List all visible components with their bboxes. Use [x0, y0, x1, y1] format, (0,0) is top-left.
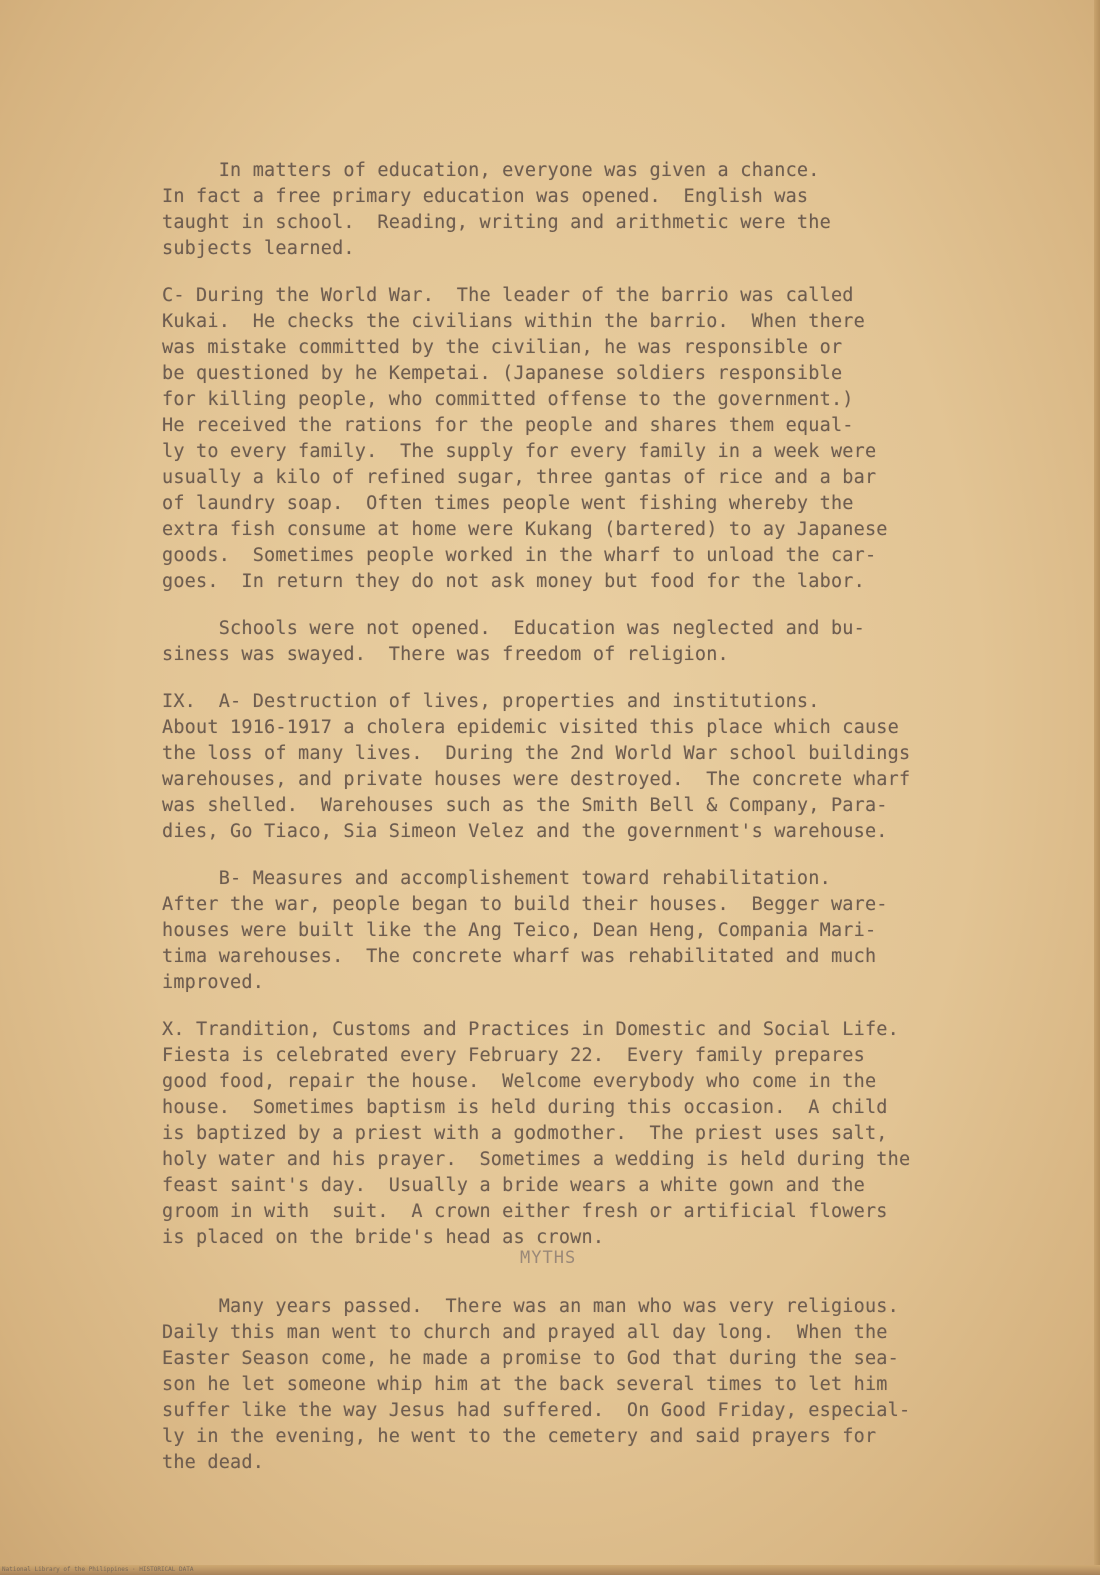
text-line: houses were built like the Ang Teico, Dean Heng, Compania Mari-	[162, 920, 877, 941]
text-line: extra fish consume at home were Kukang (bartered) to ay Japanese	[162, 519, 888, 540]
text-line: B- Measures and accomplishement toward rehabilitation.	[162, 868, 831, 889]
text-line: C- During the World War. The leader of the barrio was called	[162, 285, 854, 306]
text-line: IX. A- Destruction of lives, properties and institutions.	[162, 691, 820, 712]
text-line: He received the rations for the people and shares them equal-	[162, 415, 854, 436]
text-line: be questioned by he Kempetai. (Japanese soldiers responsible	[162, 363, 843, 384]
text-line: tima warehouses. The concrete wharf was rehabilitated and much	[162, 946, 877, 967]
text-line: improved.	[162, 972, 265, 993]
text-line: Many years passed. There was an man who was very religious.	[162, 1296, 899, 1317]
text-line: usually a kilo of refined sugar, three gantas of rice and a bar	[162, 467, 877, 488]
myths-heading: MYTHS	[520, 1248, 577, 1268]
text-line: Kukai. He checks the civilians within the barrio. When there	[162, 311, 865, 332]
text-line: is placed on the bride's head as crown.	[162, 1227, 605, 1248]
text-line: Daily this man went to church and prayed all day long. When the	[162, 1322, 888, 1343]
text-line: X. Trandition, Customs and Practices in Domestic and Social Life.	[162, 1019, 899, 1040]
text-line: for killing people, who committed offense to the government.)	[162, 389, 854, 410]
text-line: Easter Season come, he made a promise to God that during the sea-	[162, 1348, 899, 1369]
text-line: In matters of education, everyone was given a chance.	[162, 160, 820, 181]
text-line: was shelled. Warehouses such as the Smith Bell & Company, Para-	[162, 795, 888, 816]
text-line: is baptized by a priest with a godmother. The priest uses salt,	[162, 1123, 888, 1144]
text-line: the dead.	[162, 1452, 265, 1473]
text-line: dies, Go Tiaco, Sia Simeon Velez and the government's warehouse.	[162, 821, 888, 842]
text-line: feast saint's day. Usually a bride wears a white gown and the	[162, 1175, 865, 1196]
text-line: ly to every family. The supply for every family in a week were	[162, 441, 877, 462]
text-line: the loss of many lives. During the 2nd World War school buildings	[162, 743, 911, 764]
page-edge-right	[1094, 0, 1100, 1575]
text-line: warehouses, and private houses were destroyed. The concrete wharf	[162, 769, 911, 790]
archive-footer: National Library of the Philippines · HISTORICAL DATA	[2, 1566, 194, 1573]
text-line: groom in with suit. A crown either fresh or artificial flowers	[162, 1201, 888, 1222]
text-line: was mistake committed by the civilian, he was responsible or	[162, 337, 843, 358]
text-line: suffer like the way Jesus had suffered. On Good Friday, especial-	[162, 1400, 911, 1421]
text-line: Fiesta is celebrated every February 22. Every family prepares	[162, 1045, 865, 1066]
text-line: good food, repair the house. Welcome everybody who come in the	[162, 1071, 877, 1092]
text-line: siness was swayed. There was freedom of religion.	[162, 644, 729, 665]
text-line: goods. Sometimes people worked in the wharf to unload the car-	[162, 545, 877, 566]
text-line: subjects learned.	[162, 238, 355, 259]
text-line: goes. In return they do not ask money but food for the labor.	[162, 571, 865, 592]
text-line: Schools were not opened. Education was neglected and bu-	[162, 618, 865, 639]
text-line: After the war, people began to build their houses. Begger ware-	[162, 894, 888, 915]
text-line: son he let someone whip him at the back several times to let him	[162, 1374, 888, 1395]
text-line: taught in school. Reading, writing and arithmetic were the	[162, 212, 831, 233]
text-line: of laundry soap. Often times people went fishing whereby the	[162, 493, 854, 514]
text-line: ly in the evening, he went to the cemetery and said prayers for	[162, 1426, 877, 1447]
text-line: In fact a free primary education was opened. English was	[162, 186, 809, 207]
text-line: holy water and his prayer. Sometimes a wedding is held during the	[162, 1149, 911, 1170]
text-line: About 1916-1917 a cholera epidemic visited this place which cause	[162, 717, 899, 738]
text-line: house. Sometimes baptism is held during this occasion. A child	[162, 1097, 888, 1118]
